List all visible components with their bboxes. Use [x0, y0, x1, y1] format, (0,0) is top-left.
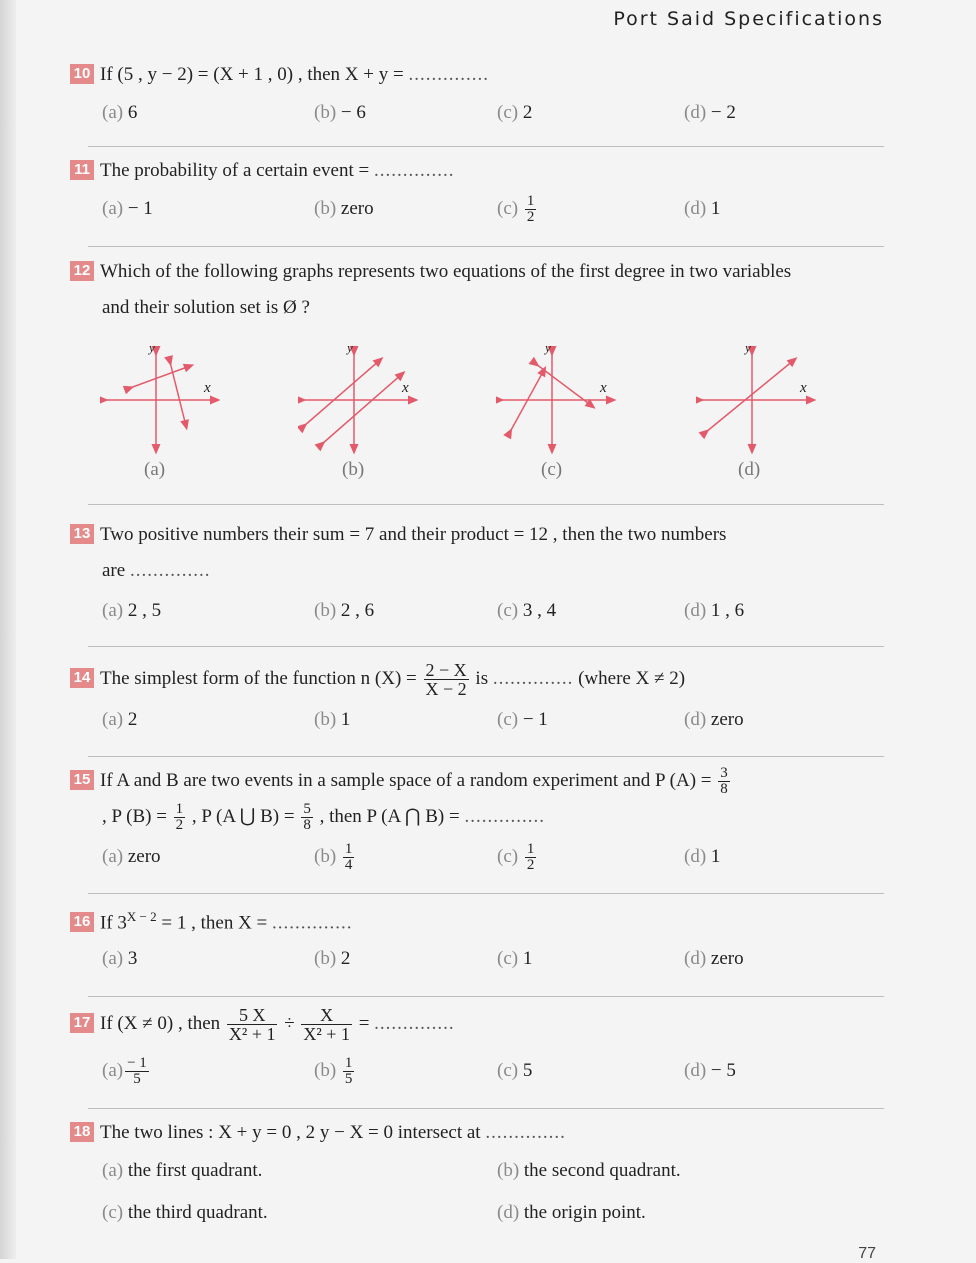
option-d[interactable]: (d) 1: [684, 198, 721, 219]
answer-blank: ..............: [373, 160, 455, 181]
page-number: 77: [858, 1245, 876, 1262]
option-a[interactable]: (a) $\frac{- 1}{5}$: [102, 1055, 147, 1087]
divider: [88, 1108, 884, 1109]
question-text: If (X ≠ 0) , then: [100, 1012, 225, 1034]
graph-b-label: (b): [342, 459, 365, 480]
function-fraction: $\frac{2 - X}{X - 2}$: [425, 660, 467, 699]
option-a[interactable]: (a) the first quadrant.: [102, 1160, 263, 1181]
question-number: 10: [70, 64, 94, 84]
divider: [88, 504, 884, 505]
divider: [88, 893, 884, 894]
question-15: 15 If A and B are two events in a sample space of a random experiment and P (A) = $\frac{3}{8}$ , P (B) = $\frac{1}{2}$ , P (A ⋃ B) = $\frac{5}{8}$ , then P (A ⋂ B) = .............. (a) zero (b) $\frac{1}{4}$ (c) $\frac{1}{2}$ (d) 1: [70, 766, 900, 797]
graph-d-label: (d): [738, 459, 761, 480]
divider: [88, 646, 884, 647]
question-text: The two lines : X + y = 0 , 2 y − X = 0 intersect at: [100, 1122, 486, 1143]
option-c[interactable]: (c) 5: [497, 1060, 533, 1081]
answer-blank: ..............: [464, 805, 545, 827]
answer-blank: ..............: [129, 560, 211, 581]
answer-blank: ..............: [492, 667, 574, 689]
graph-c-label: (c): [541, 459, 563, 480]
question-text: If 3: [100, 912, 127, 934]
question-18: [70, 1120, 900, 1223]
line-1: [304, 360, 380, 426]
option-a[interactable]: (a) − 1: [102, 198, 153, 219]
divider: [88, 756, 884, 757]
y-label: y: [545, 340, 551, 355]
question-number: 11: [70, 160, 94, 180]
graph-a[interactable]: [100, 340, 220, 455]
x-label: x: [204, 380, 211, 396]
question-text-continued: are ..............: [102, 560, 211, 581]
option-d[interactable]: (d) the origin point.: [497, 1202, 646, 1223]
question-14: 14 The simplest form of the function n (X) = $\frac{2 - X}{X - 2}$ is .............. (where X ≠ 2) (a) 2 (b) 1 (c) − 1 (d) zero: [70, 661, 900, 698]
y-label: y: [745, 340, 751, 355]
x-label: x: [402, 380, 409, 396]
option-a[interactable]: (a) zero: [102, 846, 161, 867]
option-d[interactable]: (d) zero: [684, 709, 744, 730]
question-17: 17 If (X ≠ 0) , then $\frac{5 X}{\text{X² + 1}}$ ÷ $\frac{X}{\text{X² + 1}}$ = .............. (a) $\frac{- 1}{5}$ (b) $\frac{1}{5}$ (c) 5 (d) − 5: [70, 1006, 900, 1043]
question-text: If A and B are two events in a sample space of a random experiment and P (A) =: [100, 769, 717, 791]
option-c[interactable]: (c) $\frac{1}{2}$: [497, 841, 535, 873]
line-1: [510, 370, 544, 432]
graph-b[interactable]: [298, 340, 418, 455]
option-d[interactable]: (d) 1: [684, 846, 721, 867]
option-b[interactable]: (b) 1: [314, 709, 351, 730]
option-b[interactable]: (b) the second quadrant.: [497, 1160, 681, 1181]
option-c[interactable]: (c) $\frac{1}{2}$: [497, 193, 535, 225]
option-a[interactable]: (a) 3: [102, 948, 138, 969]
x-label: x: [600, 380, 607, 396]
answer-blank: ..............: [408, 64, 489, 85]
question-text: Two positive numbers their sum = 7 and their product = 12 , then the two numbers: [100, 524, 727, 545]
divider: [88, 146, 884, 147]
option-b[interactable]: (b) zero: [314, 198, 374, 219]
x-label: x: [800, 380, 807, 396]
option-a[interactable]: (a) 6: [102, 102, 138, 123]
question-text-continued: and their solution set is Ø ?: [102, 297, 310, 318]
option-c[interactable]: (c) the third quadrant.: [102, 1202, 268, 1223]
line-2: [170, 362, 186, 426]
question-text: The simplest form of the function n (X) =: [100, 667, 422, 689]
line-1: [706, 360, 794, 432]
y-label: y: [149, 340, 155, 355]
option-a[interactable]: (a) 2: [102, 709, 138, 730]
option-c[interactable]: (c) − 1: [497, 709, 548, 730]
question-text: Which of the following graphs represents two equations of the first degree in two variables: [100, 261, 792, 282]
question-number: 17: [70, 1013, 94, 1033]
question-16: 16 If $3^{X - 2} = 1$ , then X = .............. (a) 3 (b) 2 (c) 1 (d) zero: [70, 904, 900, 936]
question-text-continued: , P (B) = $\frac{1}{2}$ , P (A ⋃ B) = $\frac{5}{8}$ , then P (A ⋂ B) = ..............: [102, 801, 545, 833]
answer-blank: ..............: [374, 1012, 455, 1034]
question-text: The probability of a certain event =: [100, 160, 374, 181]
question-number: 14: [70, 668, 94, 688]
question-11: [70, 158, 900, 225]
option-b[interactable]: (b) 2: [314, 948, 351, 969]
question-13: [70, 522, 900, 621]
question-number: 13: [70, 524, 94, 544]
option-d[interactable]: (d) zero: [684, 948, 744, 969]
divider: [88, 246, 884, 247]
graph-a-label: (a): [144, 459, 166, 480]
answer-blank: ..............: [485, 1122, 566, 1143]
option-b[interactable]: (b) $\frac{1}{5}$: [314, 1055, 353, 1087]
option-c[interactable]: (c) 3 , 4: [497, 600, 557, 621]
line-2: [322, 374, 402, 444]
question-10: [70, 62, 900, 123]
option-a[interactable]: (a) 2 , 5: [102, 600, 162, 621]
option-d[interactable]: (d) 1 , 6: [684, 600, 745, 621]
question-number: 15: [70, 770, 94, 790]
page-header: Port Said Specifications: [613, 8, 884, 30]
option-b[interactable]: (b) 2 , 6: [314, 600, 375, 621]
line-1: [130, 366, 190, 388]
graph-c[interactable]: [496, 340, 616, 455]
option-d[interactable]: (d) − 5: [684, 1060, 736, 1081]
option-b[interactable]: (b) $\frac{1}{4}$: [314, 841, 353, 873]
question-number: 18: [70, 1122, 94, 1142]
y-label: y: [347, 340, 353, 355]
answer-blank: ..............: [272, 912, 353, 934]
divider: [88, 996, 884, 997]
question-number: 16: [70, 912, 94, 932]
option-d[interactable]: (d) − 2: [684, 102, 736, 123]
question-text: If (5 , y − 2) = (X + 1 , 0) , then X + y =: [100, 64, 409, 85]
question-12: [70, 259, 900, 318]
question-number: 12: [70, 261, 94, 281]
page-gutter: [0, 0, 16, 1259]
option-b[interactable]: (b) − 6: [314, 102, 366, 123]
option-c[interactable]: (c) 1: [497, 948, 533, 969]
graph-d[interactable]: [696, 340, 816, 455]
option-c[interactable]: (c) 2: [497, 102, 533, 123]
